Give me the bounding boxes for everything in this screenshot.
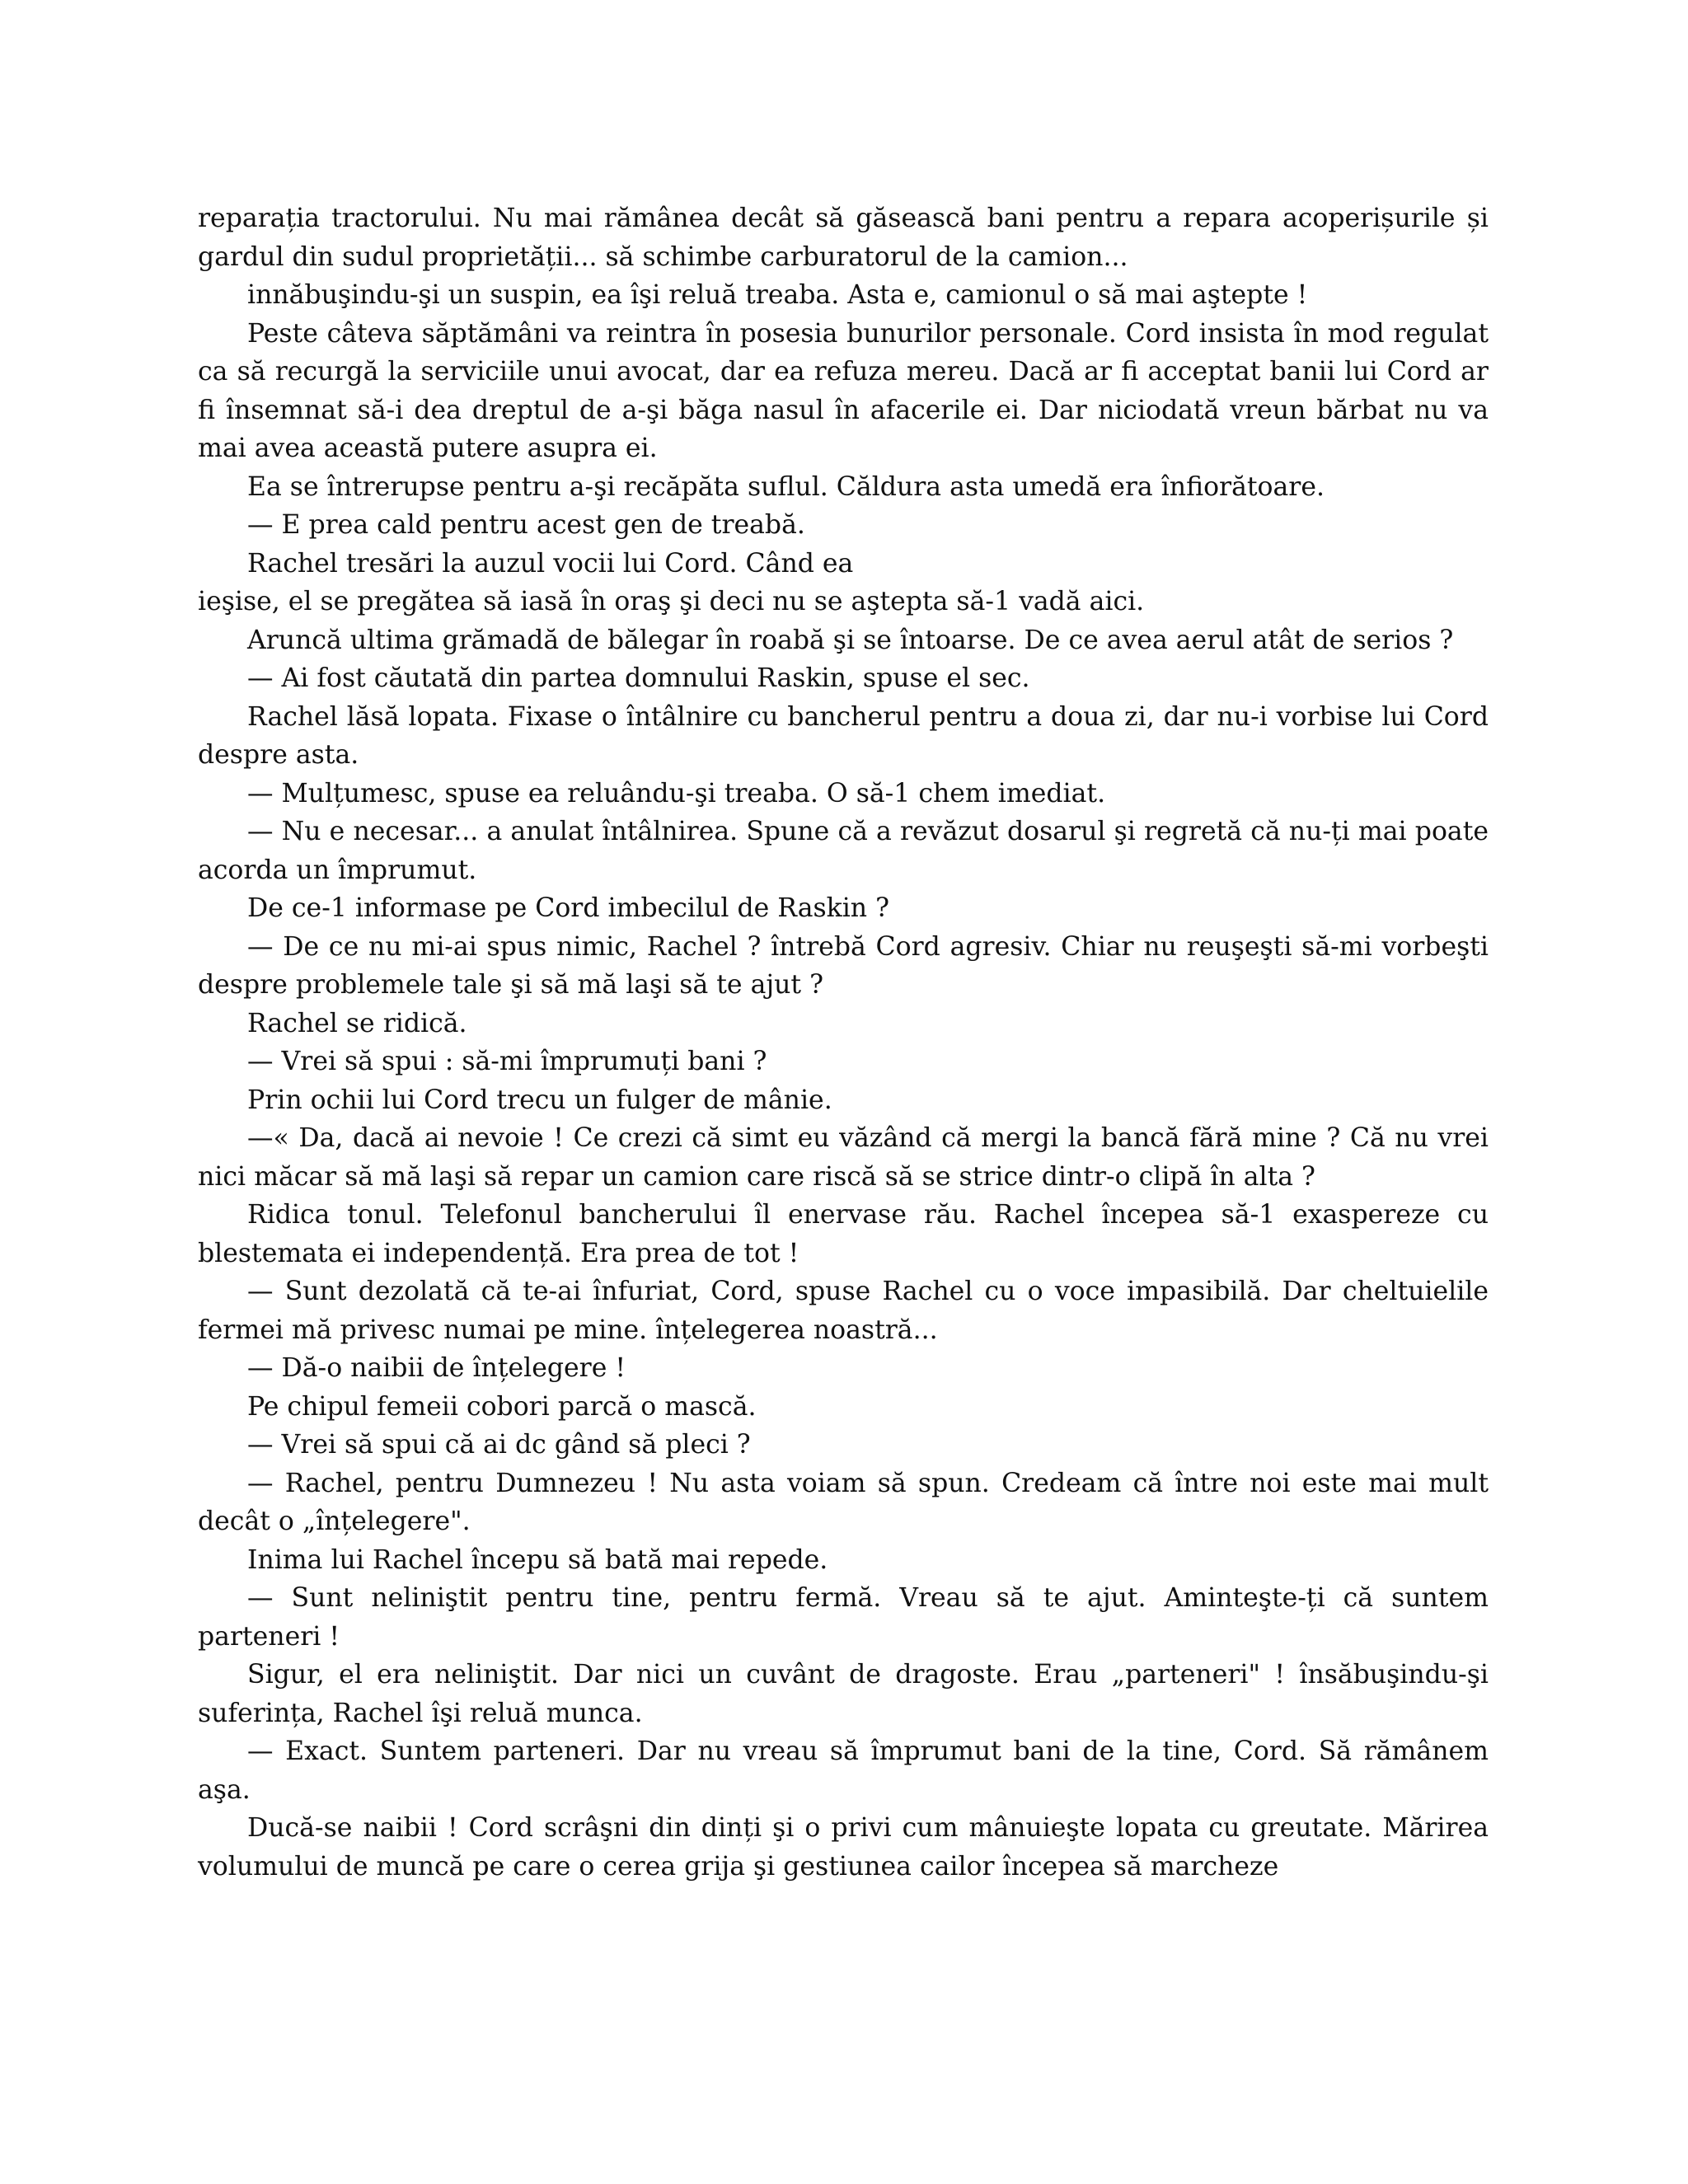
paragraph: — Sunt neliniştit pentru tine, pentru fermă. Vreau să te ajut. Aminteşte-ți că suntem parteneri ! bbox=[198, 1583, 1489, 1652]
paragraph: — Exact. Suntem parteneri. Dar nu vreau să împrumut bani de la tine, Cord. Să rămânem aşa. bbox=[198, 1736, 1489, 1805]
body-text bbox=[198, 199, 1489, 1886]
paragraph: innăbuşindu-şi un suspin, ea îşi reluă treaba. Asta e, camionul o să mai aştepte ! bbox=[247, 280, 1308, 310]
paragraph: Rachel lăsă lopata. Fixase o întâlnire cu bancherul pentru a doua zi, dar nu-i vorbise lui Cord despre asta. bbox=[198, 701, 1489, 770]
paragraph: reparația tractorului. Nu mai rămânea decât să găsească bani pentru a repara acoperișurile și gardul din sudul proprietății... să schimbe carburatorul de la camion... bbox=[198, 204, 1489, 272]
paragraph: De ce-1 informase pe Cord imbecilul de Raskin ? bbox=[247, 893, 889, 923]
paragraph: — Dă-o naibii de înțelegere ! bbox=[247, 1353, 626, 1383]
paragraph: Rachel se ridică. bbox=[247, 1008, 467, 1038]
paragraph: Peste câteva săptămâni va reintra în posesia bunurilor personale. Cord insista în mod regulat ca să recurgă la serviciile unui avocat, dar ea refuza mereu. Dacă ar fi acceptat banii lui Cord ar fi însemnat să-i dea dreptul de a-şi băga nasul în afacerile ei. Dar niciodată vreun bărbat nu va mai avea această putere asupra ei. bbox=[198, 318, 1489, 463]
paragraph: Inima lui Rachel începu să bată mai repede. bbox=[247, 1544, 828, 1575]
paragraph: ieşise, el se pregătea să iasă în oraş şi deci nu se aştepta să-1 vadă aici. bbox=[198, 587, 1145, 616]
paragraph: Ridica tonul. Telefonul bancherului îl enervase rău. Rachel începea să-1 exaspereze cu blestemata ei independență. Era prea de tot ! bbox=[198, 1200, 1489, 1268]
paragraph: Ea se întrerupse pentru a-şi recăpăta suflul. Căldura asta umedă era înfiorătoare. bbox=[247, 471, 1325, 502]
paragraph: Sigur, el era neliniştit. Dar nici un cuvânt de dragoste. Erau „parteneri" ! însăbuşindu-şi suferința, Rachel îşi reluă munca. bbox=[198, 1660, 1489, 1728]
paragraph: Ducă-se naibii ! Cord scrâşni din dinți şi o privi cum mânuieşte lopata cu greutate. Mărirea volumului de muncă pe care o cerea grija şi gestiunea cailor începea să marcheze bbox=[198, 1813, 1489, 1882]
paragraph: —« Da, dacă ai nevoie ! Ce crezi că simt eu văzând că mergi la bancă fără mine ? Că nu vrei nici măcar să mă laşi să repar un camion care riscă să se strice dintr-o clipă în alta ? bbox=[198, 1123, 1489, 1192]
paragraph: — Vrei să spui : să-mi împrumuți bani ? bbox=[247, 1047, 767, 1076]
paragraph: — Ai fost căutată din partea domnului Raskin, spuse el sec. bbox=[247, 663, 1030, 693]
paragraph: — Mulțumesc, spuse ea reluându-şi treaba. O să-1 chem imediat. bbox=[247, 778, 1106, 808]
paragraph: — Nu e necesar... a anulat întâlnirea. Spune că a revăzut dosarul şi regretă că nu-ți mai poate acorda un împrumut. bbox=[198, 817, 1489, 885]
paragraph: — Rachel, pentru Dumnezeu ! Nu asta voiam să spun. Credeam că între noi este mai mult decât o „înțelegere". bbox=[198, 1468, 1489, 1536]
paragraph: — De ce nu mi-ai spus nimic, Rachel ? întrebă Cord agresiv. Chiar nu reuşeşti să-mi vorbeşti despre problemele tale şi să mă laşi să te ajut ? bbox=[198, 931, 1489, 1000]
paragraph: — Vrei să spui că ai dc gând să pleci ? bbox=[247, 1430, 751, 1460]
paragraph: — Sunt dezolată că te-ai înfuriat, Cord, spuse Rachel cu o voce impasibilă. Dar cheltuielile fermei mă privesc numai pe mine. înțelegerea noastră... bbox=[198, 1277, 1489, 1345]
paragraph: Aruncă ultima grămadă de bălegar în roabă şi se întoarse. De ce avea aerul atât de serios ? bbox=[247, 625, 1454, 655]
paragraph: Pe chipul femeii cobori parcă o mască. bbox=[247, 1391, 757, 1422]
paragraph: Rachel tresări la auzul vocii lui Cord. Când ea bbox=[247, 548, 854, 579]
paragraph: Prin ochii lui Cord trecu un fulger de mânie. bbox=[247, 1085, 832, 1115]
paragraph: — E prea cald pentru acest gen de treabă. bbox=[247, 510, 805, 540]
